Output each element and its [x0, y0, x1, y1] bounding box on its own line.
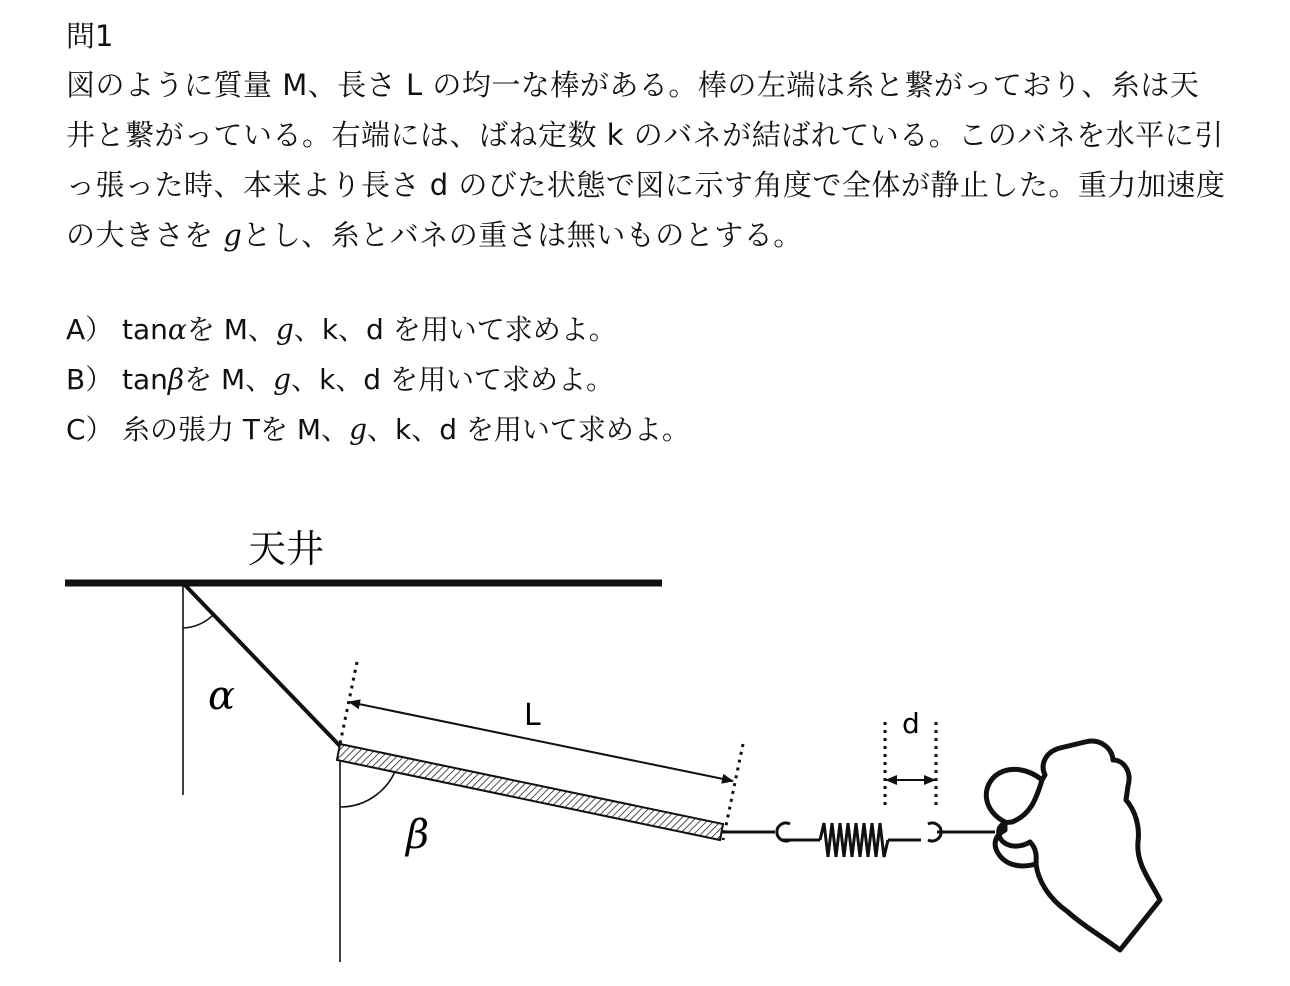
spring-left-hook [777, 823, 790, 841]
problem-title: 問1 [66, 19, 114, 53]
question-label: B） [66, 363, 114, 396]
statement-text-2: とし、糸とバネの重さは無いものとする。 [242, 218, 803, 252]
question-post: 、k、d を用いて求めよ。 [291, 363, 614, 396]
string-line [183, 583, 340, 746]
question-mid: を M、 [260, 413, 350, 446]
spring-coil [820, 823, 888, 857]
question-mid: を M、 [186, 313, 276, 346]
ceiling-label: 天井 [248, 527, 325, 571]
question-mid: を M、 [184, 363, 274, 396]
question-g-symbol: g [273, 363, 292, 396]
question-pre: 糸の張力 T [122, 413, 261, 446]
question-symbol: α [167, 313, 187, 346]
alpha-arc [183, 614, 214, 628]
question-post: 、k、d を用いて求めよ。 [367, 413, 690, 446]
extension-label: d [902, 707, 920, 740]
statement-text-1: 図のように質量 M、長さ L の均一な棒がある。棒の左端は糸と繋がっており、糸は天井と繋がっている。右端には、ばね定数 k のバネが結ばれている。このバネを水平に引っ張った時、本来より長さ d のびた状態で図に示す角度で全体が静止した。重力加速度の大きさを [66, 68, 1226, 252]
alpha-label: α [208, 673, 236, 719]
hand-icon [986, 741, 1160, 950]
question-pre: tan [122, 313, 168, 346]
question-g-symbol: g [275, 313, 294, 346]
rod [337, 744, 723, 840]
length-right-guide [723, 744, 743, 840]
question-g-symbol: g [349, 413, 368, 446]
question-symbol: β [167, 363, 185, 396]
length-label: L [524, 698, 541, 733]
question-label: C） [66, 413, 114, 446]
question-pre: tan [122, 363, 168, 396]
question-label: A） [66, 313, 114, 346]
statement-g-symbol: g [223, 218, 243, 252]
question-post: 、k、d を用いて求めよ。 [293, 313, 617, 346]
beta-label: β [406, 812, 430, 858]
